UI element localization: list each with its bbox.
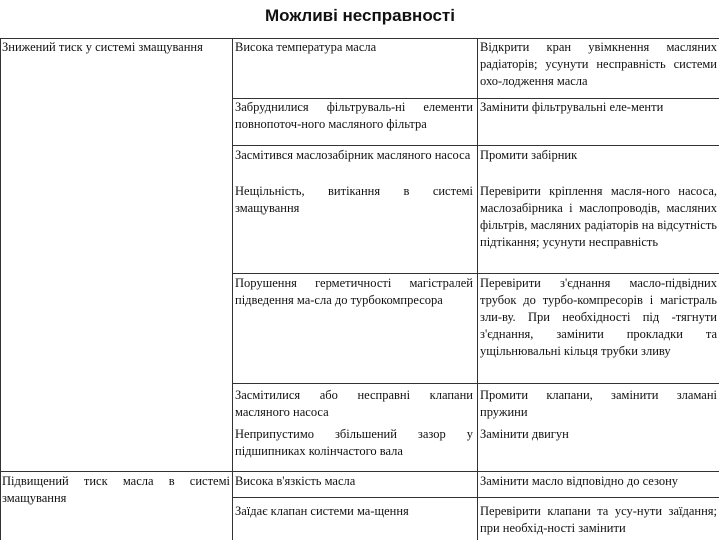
row-divider [0, 471, 719, 472]
remedy-cell: Перевірити кріплення масля-ного насоса, маслозабірника і маслопроводів, масляних фільтрів, масляних радіаторів на відсутність підтікання; усунути несправність [480, 184, 717, 249]
remedy-cell: Замінити двигун [480, 427, 569, 441]
remedy-cell: Замінити фільтрувальні еле-менти [480, 100, 664, 114]
column-divider [232, 38, 233, 540]
row-divider [233, 273, 719, 274]
problem-cell: Засмітився маслозабірник масляного насоса [235, 148, 471, 162]
remedy-cell: Замінити масло відповідно до сезону [480, 474, 679, 488]
cause-cell: Підвищений тиск масла в системі змащування [2, 474, 230, 505]
remedy-cell: Перевірити клапани та усу-нути заїдання; при необхід-ності замінити [480, 504, 717, 535]
problem-cell: Заїдає клапан системи ма-щення [235, 504, 409, 518]
problem-cell: Порушення герметичності магістралей підведення ма-сла до турбокомпресора [235, 276, 473, 307]
problem-cell: Нещільність, витікання в системі змащування [235, 184, 473, 215]
cause-cell: Знижений тиск у системі змащування [2, 40, 203, 54]
problem-cell: Неприпустимо збільшений зазор у підшипниках колінчастого вала [235, 427, 473, 458]
problem-cell: Засмітилися або несправні клапани масляного насоса [235, 388, 473, 419]
remedy-cell: Відкрити кран увімкнення масляних радіаторів; усунути несправність системи охо-лодження масла [480, 40, 717, 88]
problem-cell: Висока в'язкість масла [235, 474, 356, 488]
row-divider [233, 497, 719, 498]
row-divider [233, 145, 719, 146]
column-divider [477, 38, 478, 540]
problem-cell: Забруднилися фільтруваль-ні елементи повнопоточ-ного масляного фільтра [235, 100, 473, 131]
remedy-cell: Промити забірник [480, 148, 578, 162]
row-divider [233, 383, 719, 384]
remedy-cell: Перевірити з'єднання масло-підвідних трубок до турбо-компресорів і магістраль зли-ву. При необхідності під -тягнути з'єднання, замінити прокладки та ущільнювальні кільця трубки зливу [480, 276, 717, 358]
remedy-cell: Промити клапани, замінити зламані пружини [480, 388, 717, 419]
problem-cell: Висока температура масла [235, 40, 377, 54]
page-title: Можливі несправності [265, 6, 455, 25]
